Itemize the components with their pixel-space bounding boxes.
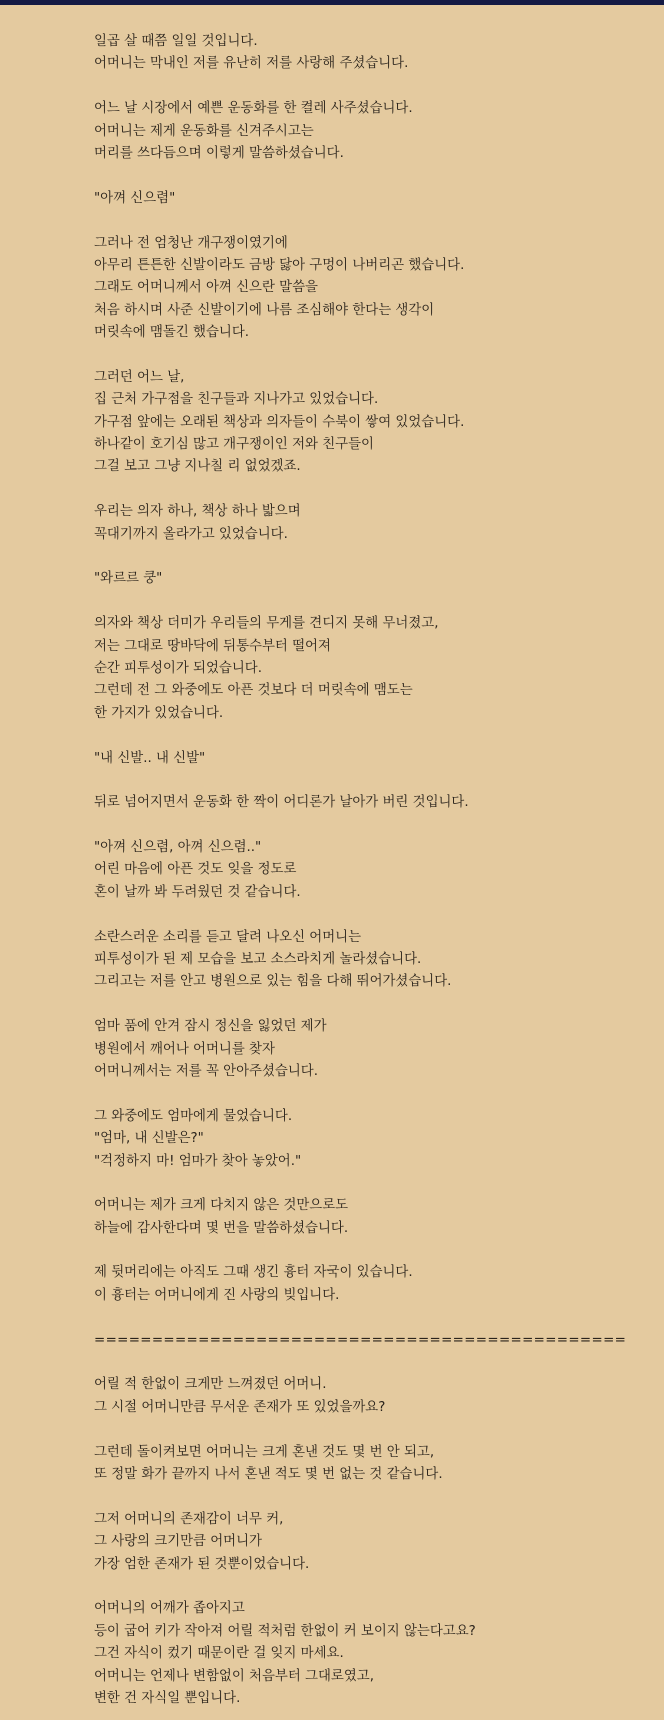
text-line: 그런데 돌이켜보면 어머니는 크게 혼낸 것도 몇 번 안 되고, <box>94 1444 435 1460</box>
text-line: "내 신발.. 내 신발" <box>94 750 206 766</box>
text-line: 이 흉터는 어머니에게 진 사랑의 빚입니다. <box>94 1287 340 1303</box>
text-line: 그러던 어느 날, <box>94 369 185 385</box>
text-line: 꼭대기까지 올라가고 있었습니다. <box>94 526 288 542</box>
text-line: 병원에서 깨어나 어머니를 찾자 <box>94 1041 275 1057</box>
text-line: 그러나 전 엄청난 개구쟁이였기에 <box>94 235 288 251</box>
text-line: "아껴 신으렴" <box>94 190 176 206</box>
text-line: 우리는 의자 하나, 책상 하나 밟으며 <box>94 504 301 520</box>
text-line: 피투성이가 된 제 모습을 보고 소스라치게 놀라셨습니다. <box>94 952 422 968</box>
paragraph-gap <box>94 591 664 613</box>
text-line: 그저 어머니의 존재감이 너무 커, <box>94 1511 284 1527</box>
text-line: 집 근처 가구점을 친구들과 지나가고 있었습니다. <box>94 392 379 408</box>
paragraph-gap <box>94 1307 664 1329</box>
paragraph-gap <box>94 994 664 1016</box>
text-line: 뒤로 넘어지면서 운동화 한 짝이 어디론가 날아가 버린 것입니다. <box>94 795 469 811</box>
paragraph-gap <box>94 344 664 366</box>
text-line: "와르르 쿵" <box>94 571 163 587</box>
text-line: 어머니께서는 저를 꼭 안아주셨습니다. <box>94 1063 318 1079</box>
text-line: 어머니는 언제나 변함없이 처음부터 그대로였고, <box>94 1668 374 1684</box>
text-line: 그 와중에도 엄마에게 물었습니다. <box>94 1108 293 1124</box>
text-line: 처음 하시며 사준 신발이기에 나름 조심해야 한다는 생각이 <box>94 302 435 318</box>
text-line: 그리고는 저를 안고 병원으로 있는 힘을 다해 뛰어가셨습니다. <box>94 974 452 990</box>
text-line: 하늘에 감사한다며 몇 번을 말씀하셨습니다. <box>94 1220 349 1236</box>
text-line: 그건 자식이 컸기 때문이란 걸 잊지 마세요. <box>94 1646 344 1662</box>
paragraph-gap <box>94 546 664 568</box>
text-line: 제 뒷머리에는 아직도 그때 생긴 흉터 자국이 있습니다. <box>94 1265 413 1281</box>
text-line: 어릴 적 한없이 크게만 느껴졌던 어머니. <box>94 1377 327 1393</box>
text-line: 어린 마음에 아픈 것도 잊을 정도로 <box>94 862 297 878</box>
text-line: 하나같이 호기심 많고 개구쟁이인 저와 친구들이 <box>94 437 374 453</box>
text-line: 소란스러운 소리를 듣고 달려 나오신 어머니는 <box>94 929 362 945</box>
text-line: 아무리 튼튼한 신발이라도 금방 닳아 구멍이 나버리곤 했습니다. <box>94 257 465 273</box>
text-line: 순간 피투성이가 되었습니다. <box>94 660 262 676</box>
paragraph-gap <box>94 725 664 747</box>
paragraph-gap <box>94 165 664 187</box>
paragraph-gap <box>94 1486 664 1508</box>
text-line: 어머니의 어깨가 좁아지고 <box>94 1601 245 1617</box>
paragraph-gap <box>94 1083 664 1105</box>
text-line: 어머니는 제게 운동화를 신겨주시고는 <box>94 123 314 139</box>
text-line: "걱정하지 마! 엄마가 찾아 놓았어." <box>94 1153 302 1169</box>
text-line: 또 정말 화가 끝까지 나서 혼낸 적도 몇 번 없는 것 같습니다. <box>94 1467 443 1482</box>
text-line: 일곱 살 때쯤 일일 것입니다. <box>94 34 258 49</box>
text-line: 엄마 품에 안겨 잠시 정신을 잃었던 제가 <box>94 1019 327 1035</box>
separator-line: ============================================== <box>94 1332 627 1348</box>
paragraph-gap <box>94 1240 664 1262</box>
text-line: 머리를 쓰다듬으며 이렇게 말씀하셨습니다. <box>94 145 344 161</box>
text-line: 한 가지가 있었습니다. <box>94 705 224 721</box>
text-line: 변한 건 자식일 뿐입니다. <box>94 1690 241 1706</box>
text-line: 어느 날 시장에서 예쁜 운동화를 한 켤레 사주셨습니다. <box>94 101 413 117</box>
text-line: "아껴 신으렴, 아껴 신으렴.." <box>94 840 262 856</box>
paragraph-gap <box>94 1419 664 1441</box>
text-line: 그걸 보고 그냥 지나칠 리 없었겠죠. <box>94 459 301 475</box>
paragraph-gap <box>94 904 664 926</box>
text-line: 어머니는 제가 크게 다치지 않은 것만으로도 <box>94 1198 349 1214</box>
paragraph-gap <box>94 770 664 792</box>
text-line: 등이 굽어 키가 작아져 어릴 적처럼 한없이 커 보이지 않는다고요? <box>94 1623 476 1639</box>
paragraph-gap <box>94 76 664 98</box>
paragraph-gap <box>94 1352 664 1374</box>
text-line: 어머니는 막내인 저를 유난히 저를 사랑해 주셨습니다. <box>94 56 409 72</box>
text-line: 그 시절 어머니만큼 무서운 존재가 또 있었을까요? <box>94 1399 386 1415</box>
text-line: 의자와 책상 더미가 우리들의 무게를 견디지 못해 무너졌고, <box>94 616 439 632</box>
text-line: 그런데 전 그 와중에도 아픈 것보다 더 머릿속에 맴도는 <box>94 683 413 699</box>
paragraph-gap <box>94 1576 664 1598</box>
text-line: 저는 그대로 땅바닥에 뒤통수부터 떨어져 <box>94 638 331 654</box>
paragraph-gap <box>94 815 664 837</box>
text-line: 혼이 날까 봐 두려웠던 것 같습니다. <box>94 884 301 900</box>
text-line: 가구점 앞에는 오래된 책상과 의자들이 수북이 쌓여 있었습니다. <box>94 414 465 430</box>
text-line: 그 사랑의 크기만큼 어머니가 <box>94 1534 262 1550</box>
text-line: 가장 엄한 존재가 된 것뿐이었습니다. <box>94 1556 310 1572</box>
text-line: 그래도 어머니께서 아껴 신으란 말씀을 <box>94 280 318 296</box>
text-line: "엄마, 내 신발은?" <box>94 1131 204 1147</box>
paragraph-gap <box>94 210 664 232</box>
paragraph-gap <box>94 1173 664 1195</box>
article-body <box>0 5 664 1710</box>
text-line: 머릿속에 맴돌긴 했습니다. <box>94 325 250 341</box>
paragraph-gap <box>94 479 664 501</box>
